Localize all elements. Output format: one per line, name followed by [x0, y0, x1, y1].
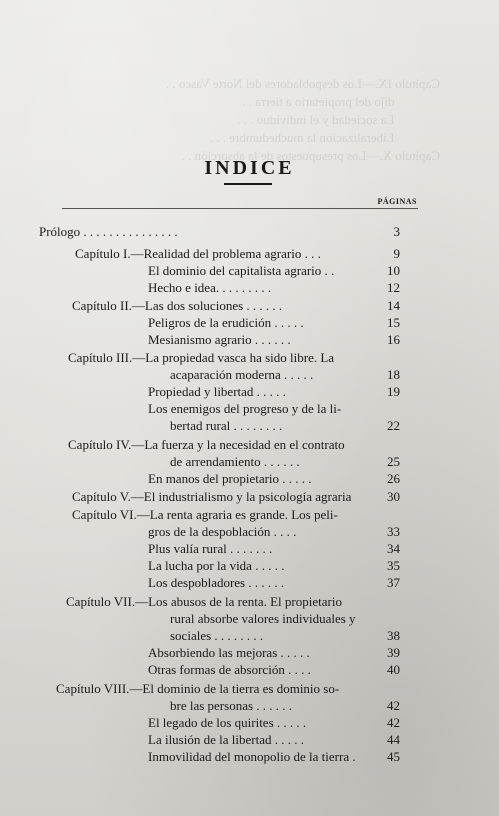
header-rule: [62, 208, 418, 209]
toc-entry-continuation: acaparación moderna . . . . .: [170, 367, 314, 382]
toc-entry-chapter: Capítulo V.—El industrialismo y la psicología agraria: [72, 489, 352, 504]
toc-entry-continuation: gros de la despoblación . . . .: [148, 524, 297, 539]
toc-entry-section: En manos del propietario . . . . .: [148, 471, 312, 486]
toc-entry-section: Plus valía rural . . . . . . .: [148, 541, 273, 556]
toc-page-number: 42: [387, 698, 400, 713]
toc-entry-continuation: rural absorbe valores individuales y: [170, 611, 356, 626]
toc-page-number: 33: [387, 524, 400, 539]
toc-entry-section: El dominio del capitalista agrario . .: [148, 263, 335, 278]
toc-entry-chapter: Capítulo VIII.—El dominio de la tierra es dominio so-: [56, 681, 340, 696]
toc-entry-section: Otras formas de absorción . . . .: [148, 662, 311, 677]
toc-page-number: 16: [387, 332, 400, 347]
toc-page-number: 42: [387, 715, 400, 730]
toc-entry-section: La lucha por la vida . . . . .: [148, 558, 285, 573]
show-through-text: Capítulo IX.—Los despobladores del Norte Vasco . . dijo del propietario a tierra . . La sociedad y el individuo . . . Liberalizacion la muchedumbre . . . Capítulo X.—Los presupuestos de la absorción . .: [165, 76, 440, 163]
toc-entry-chapter: Capítulo III.—La propiedad vasca ha sido libre. La: [68, 350, 335, 365]
toc-page-number: 45: [387, 749, 400, 764]
toc-page-number: 3: [393, 224, 400, 239]
toc-entry-section: El legado de los quirites . . . . .: [148, 715, 307, 730]
toc-entry-section: Hecho e idea. . . . . . . . .: [148, 280, 272, 295]
toc-page-number: 26: [387, 471, 400, 486]
toc-page-number: 25: [387, 454, 400, 469]
toc-entry-section: Mesianismo agrario . . . . . .: [148, 332, 291, 347]
toc-page-number: 15: [387, 315, 400, 330]
toc-entry-prologo: Prólogo . . . . . . . . . . . . . . .: [39, 224, 178, 239]
toc-page-number: 40: [387, 662, 400, 677]
toc-entry-continuation: de arrendamiento . . . . . .: [170, 454, 300, 469]
toc-entry-chapter: Capítulo II.—Las dos soluciones . . . . . .: [72, 298, 283, 313]
toc-entry-section: Inmovilidad del monopolio de la tierra .: [148, 749, 356, 764]
toc-entry-continuation: bertad rural . . . . . . . .: [170, 418, 283, 433]
toc-page-number: 35: [387, 558, 400, 573]
toc-page-number: 14: [387, 298, 400, 313]
toc-page-number: 22: [387, 418, 400, 433]
paginas-column-header: PÁGINAS: [377, 197, 417, 206]
toc-entry-continuation: bre las personas . . . . . .: [170, 698, 293, 713]
toc-entry-section: Los enemigos del progreso y de la li-: [148, 401, 342, 416]
toc-entry-chapter: Capítulo IV.—La fuerza y la necesidad en el contrato: [68, 437, 345, 452]
toc-page-number: 10: [387, 263, 400, 278]
toc-page-number: 38: [387, 628, 400, 643]
toc-entry-chapter: Capítulo I.—Realidad del problema agrario . . .: [75, 246, 321, 261]
toc-page-number: 34: [387, 541, 400, 556]
toc-page-number: 9: [393, 246, 400, 261]
toc-page-number: 30: [387, 489, 400, 504]
toc-page-number: 18: [387, 367, 400, 382]
toc-page-number: 19: [387, 384, 400, 399]
toc-entry-section: La ilusión de la libertad . . . . .: [148, 732, 304, 747]
toc-entry-section: Peligros de la erudición . . . . .: [148, 315, 304, 330]
toc-entry-chapter: Capítulo VI.—La renta agraria es grande. Los peli-: [72, 507, 338, 522]
toc-entry-continuation: sociales . . . . . . . .: [170, 628, 264, 643]
toc-entry-chapter: Capítulo VII.—Los abusos de la renta. El propietario: [66, 594, 342, 609]
toc-page-number: 37: [387, 575, 400, 590]
page-title: INDICE: [204, 157, 295, 179]
toc-page-number: 39: [387, 645, 400, 660]
toc-page-number: 44: [387, 732, 400, 747]
toc-entry-section: Absorbiendo las mejoras . . . . .: [148, 645, 310, 660]
toc-entry-section: Los despobladores . . . . . .: [148, 575, 285, 590]
title-underline: [224, 183, 272, 185]
toc-page-number: 12: [387, 280, 400, 295]
toc-entry-section: Propiedad y libertad . . . . .: [148, 384, 286, 399]
